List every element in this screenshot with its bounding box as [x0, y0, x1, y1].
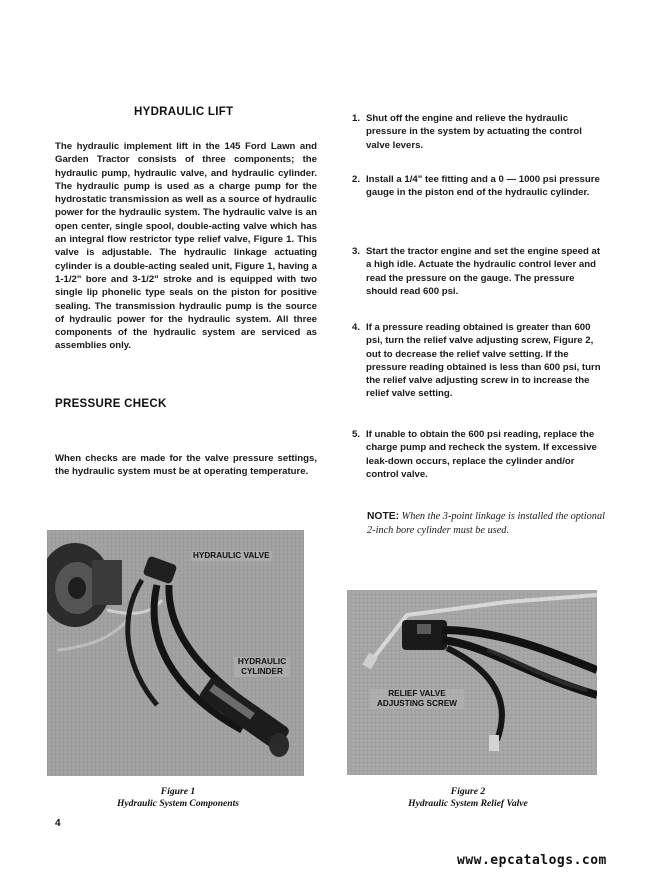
- step-text: Install a 1/4" tee fitting and a 0 — 1000 psi pressure gauge in the piston end of the hydraulic cylinder.: [366, 174, 600, 199]
- step-2: [352, 173, 608, 200]
- note-text: When the 3-point linkage is installed the optional 2-inch bore cylinder must be used.: [367, 511, 605, 536]
- step-number: 5.: [352, 429, 361, 440]
- figure-2-photo: [347, 590, 597, 775]
- hydraulic-valve-callout: HYDRAULIC VALVE: [193, 551, 270, 560]
- step-3: [352, 245, 608, 298]
- figure-1-caption: [103, 786, 253, 809]
- figure-1-number: Figure 1: [160, 786, 196, 797]
- step-text: Shut off the engine and relieve the hydraulic pressure in the system by actuating the control valve levers.: [366, 113, 582, 151]
- figure-2-caption: [393, 786, 543, 809]
- page-number: 4: [55, 818, 61, 829]
- figure-1-title: Hydraulic System Components: [116, 797, 240, 809]
- hydraulic-lift-heading: HYDRAULIC LIFT: [134, 106, 234, 118]
- step-number: 3.: [352, 246, 361, 257]
- hydraulic-lift-paragraph: The hydraulic implement lift in the 145 Ford Lawn and Garden Tractor consists of three components; the hydraulic pump, hydraulic valve, and hydraulic cylinder. The hydraulic pump is used as a charge pump for the hydrostatic transmission as well as a source of hydraulic power for the hydraulic system. The hydraulic valve is an open center, single spool, double-acting valve which has an integral flow restrictor type relief valve, Figure 1. This valve is adjustable. The hydraulic linkage actuating cylinder is a double-acting sealed unit, Figure 1, having a 1-1/2" bore and 3-1/2" stroke and is equipped with two single lip phonelic type seals on the piston for positive sealing. The transmission hydraulic pump is the source of hydraulic power for the hydraulic system. All three components of the hydraulic system are serviced as assemblies only.: [55, 141, 317, 352]
- step-number: 2.: [352, 174, 361, 185]
- step-number: 4.: [352, 322, 361, 333]
- note-label: NOTE:: [367, 511, 400, 522]
- step-4: [352, 321, 608, 401]
- pressure-check-heading: PRESSURE CHECK: [55, 398, 167, 410]
- hydraulic-cylinder-callout: HYDRAULIC CYLINDER: [234, 657, 290, 677]
- step-text: If a pressure reading obtained is greater than 600 psi, turn the relief valve adjusting screw, Figure 2, out to decrease the relief valve setting. If the pressure reading obtained is less than 600 psi, turn the relief valve adjusting screw in to increase the relief valve setting.: [366, 322, 601, 400]
- step-1: [352, 112, 608, 152]
- figure-1-photo: [47, 530, 304, 776]
- step-5: [352, 428, 608, 481]
- relief-valve-callout: RELIEF VALVE ADJUSTING SCREW: [370, 689, 464, 709]
- note-block: [367, 510, 609, 537]
- figure-2-number: Figure 2: [450, 786, 486, 797]
- step-text: If unable to obtain the 600 psi reading, replace the charge pump and recheck the system. If excessive leak-down occurs, replace the cylinder and/or control valve.: [366, 429, 597, 480]
- step-text: Start the tractor engine and set the engine speed at a high idle. Actuate the hydraulic control lever and read the pressure on the gauge. The pressure should read 600 psi.: [366, 246, 601, 297]
- pressure-check-paragraph: When checks are made for the valve pressure settings, the hydraulic system must be at operating temperature.: [55, 453, 317, 478]
- figure-2-title: Hydraulic System Relief Valve: [408, 797, 528, 809]
- watermark-text: www.epcatalogs.com: [457, 853, 607, 868]
- step-number: 1.: [352, 113, 361, 124]
